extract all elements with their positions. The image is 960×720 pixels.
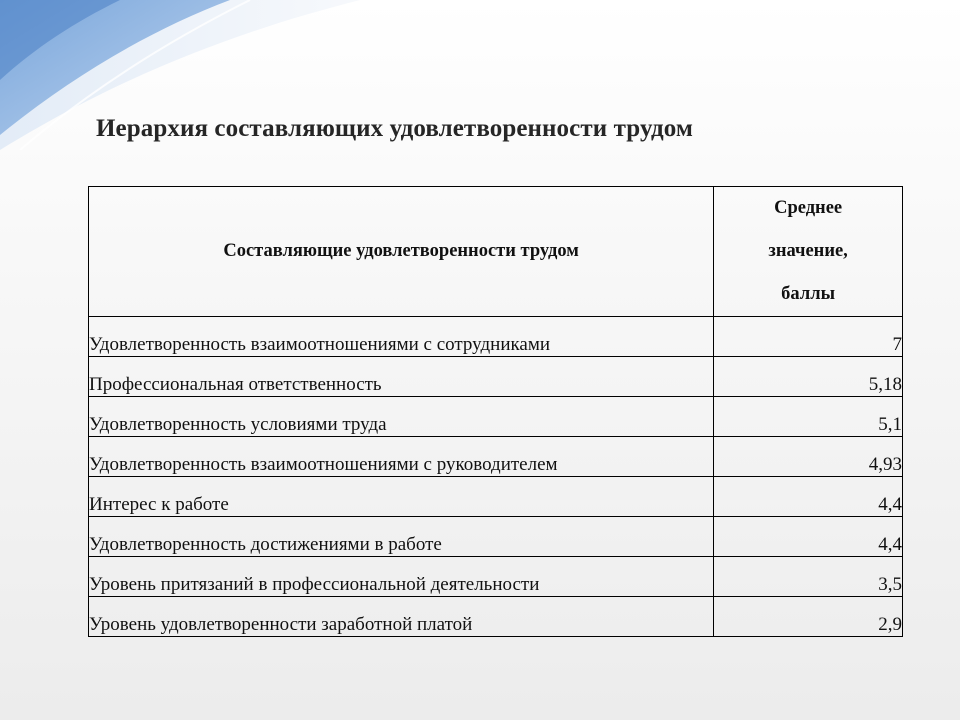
row-average-value: 4,4 (714, 517, 903, 557)
row-component-name: Удовлетворенность условиями труда (89, 397, 714, 437)
table-row (89, 317, 903, 357)
row-average-value: 3,5 (714, 557, 903, 597)
column-header-value (714, 187, 903, 317)
row-component-name: Профессиональная ответственность (89, 357, 714, 397)
row-average-value: 5,1 (714, 397, 903, 437)
column-header-value-line: баллы (781, 284, 836, 304)
table-row (89, 517, 903, 557)
row-component-name: Интерес к работе (89, 477, 714, 517)
row-component-name: Удовлетворенность взаимоотношениями с руководителем (89, 437, 714, 477)
table-row (89, 477, 903, 517)
row-component-name: Удовлетворенность взаимоотношениями с сотрудниками (89, 317, 714, 357)
table-row (89, 357, 903, 397)
column-header-value-line: значение, (768, 241, 848, 261)
satisfaction-table (88, 186, 903, 637)
column-header-component: Составляющие удовлетворенности трудом (89, 187, 714, 317)
row-average-value: 4,93 (714, 437, 903, 477)
row-average-value: 2,9 (714, 597, 903, 637)
row-average-value: 5,18 (714, 357, 903, 397)
table-header-row (89, 187, 903, 317)
table-row (89, 437, 903, 477)
column-header-value-line: Среднее (774, 198, 843, 218)
row-component-name: Уровень притязаний в профессиональной деятельности (89, 557, 714, 597)
table-row (89, 557, 903, 597)
table-row (89, 597, 903, 637)
row-component-name: Уровень удовлетворенности заработной платой (89, 597, 714, 637)
row-average-value: 4,4 (714, 477, 903, 517)
page-title: Иерархия составляющих удовлетворенности трудом (96, 115, 693, 142)
row-component-name: Удовлетворенность достижениями в работе (89, 517, 714, 557)
table-row (89, 397, 903, 437)
row-average-value: 7 (714, 317, 903, 357)
